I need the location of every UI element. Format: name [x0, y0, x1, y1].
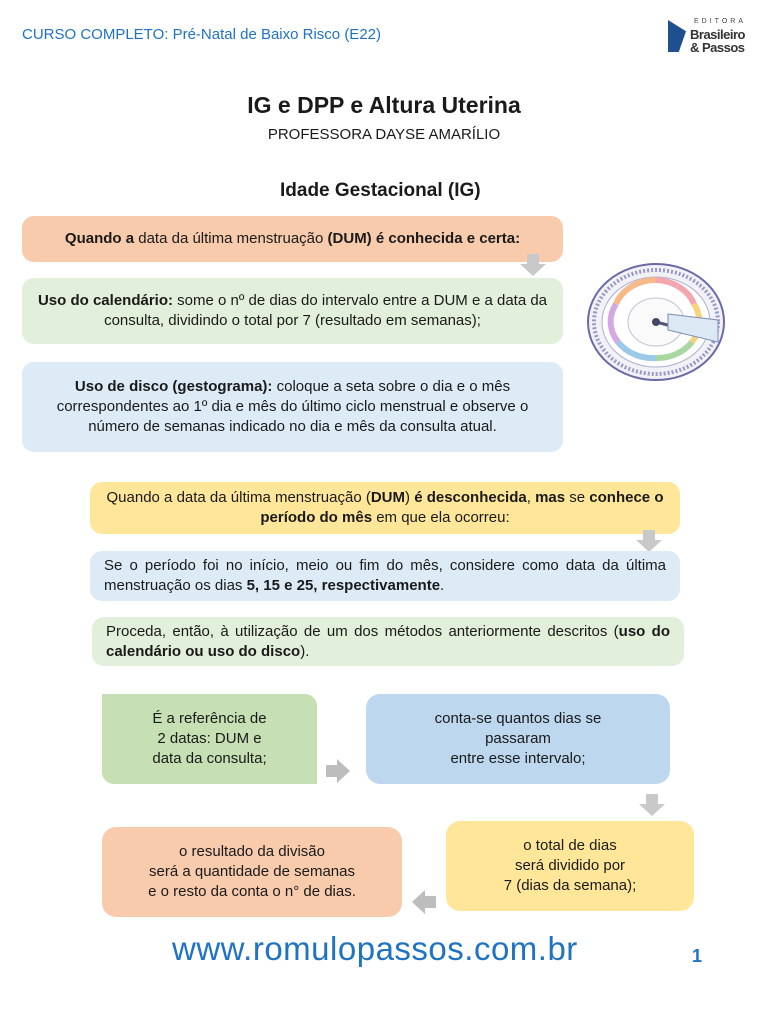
logo-line-1: Brasileiro	[690, 27, 745, 42]
calendar-method-box	[22, 278, 563, 344]
proceed-bold: uso do calendário ou uso do disco	[106, 622, 670, 660]
h2-text-g: se	[565, 489, 590, 506]
step1-line: data da consulta;	[152, 750, 267, 767]
h2-text-i: em que ela ocorreu:	[372, 509, 510, 526]
h2-bold-f: mas	[535, 489, 566, 506]
proceed-box	[92, 617, 684, 666]
publisher-logo	[668, 18, 748, 54]
flow-step-1	[102, 694, 317, 784]
h2-text-a: Quando a data da última menstruação (	[106, 489, 371, 506]
h2-text-c: )	[405, 489, 415, 506]
step4-line: será a quantidade de semanas	[149, 863, 355, 880]
website-link[interactable]: www.romulopassos.com.br	[172, 930, 578, 967]
period-bold: 5, 15 e 25, respectivamente	[246, 577, 441, 594]
calendar-label: Uso do calendário:	[37, 292, 173, 309]
proceed-end: ).	[300, 642, 310, 660]
step1-line: 2 datas: DUM e	[157, 730, 262, 747]
proceed-text: Proceda, então, à utilização de um dos métodos anteriormente descritos (	[106, 622, 619, 640]
arrow-right-icon	[326, 759, 350, 783]
calendar-text: some o nº de dias do intervalo entre a DUM e a data da consulta, dividindo o total por 7 (resultado em semanas);	[104, 292, 548, 329]
arrow-down-icon	[639, 794, 665, 816]
disc-method-box	[22, 362, 563, 452]
dum-unknown-heading	[90, 482, 680, 534]
heading-bold-2: (DUM) é conhecida e certa:	[327, 230, 521, 247]
period-text: Se o período foi no início, meio ou fim do mês, considere como data da última menstruação os dias	[104, 557, 666, 594]
step1-line: É a referência de	[152, 710, 267, 727]
h2-bold-b: DUM	[370, 489, 406, 506]
period-box	[90, 551, 680, 601]
heading-bold-1: Quando a	[64, 230, 135, 247]
logo-mark-icon	[668, 20, 686, 52]
flow-step-4	[102, 827, 402, 917]
gestogram-disc-image	[586, 262, 726, 382]
arrow-left-icon	[412, 890, 436, 914]
page-subtitle: PROFESSORA DAYSE AMARÍLIO	[267, 126, 501, 143]
step2-line: conta-se quantos dias se	[434, 710, 602, 727]
step3-line: 7 (dias da semana);	[503, 877, 637, 894]
period-end: .	[440, 577, 445, 594]
disc-text: coloque a seta sobre o dia e o mês correspondentes ao 1º dia e mês do último ciclo menstrual e observe o número de semanas indicado no dia e mês da consulta atual.	[56, 378, 529, 435]
step3-line: o total de dias	[523, 837, 617, 854]
step2-line: entre esse intervalo;	[450, 750, 586, 767]
h2-bold-h: conhece o período do mês	[260, 489, 664, 526]
step4-line: e o resto da conta o n° de dias.	[148, 883, 356, 900]
step2-line: passaram	[485, 730, 551, 747]
dum-known-heading	[22, 216, 563, 262]
h2-text-e: ,	[526, 489, 536, 506]
arrow-down-icon	[636, 530, 662, 552]
disc-label: Uso de disco (gestograma):	[74, 378, 273, 395]
logo-editora: EDITORA	[694, 18, 746, 25]
page-number: 1	[692, 946, 703, 966]
arrow-down-icon	[520, 254, 546, 276]
flow-step-3	[446, 821, 694, 911]
page-title: IG e DPP e Altura Uterina	[247, 92, 521, 118]
step3-line: será dividido por	[514, 857, 626, 874]
course-title: CURSO COMPLETO: Pré-Natal de Baixo Risco (E22)	[22, 26, 381, 43]
flow-step-2	[366, 694, 670, 784]
h2-bold-d: é desconhecida	[414, 489, 527, 506]
section-title: Idade Gestacional (IG)	[280, 180, 481, 201]
step4-line: o resultado da divisão	[179, 843, 325, 860]
heading-text: data da última menstruação	[134, 230, 328, 247]
logo-line-2: & Passos	[690, 40, 745, 55]
